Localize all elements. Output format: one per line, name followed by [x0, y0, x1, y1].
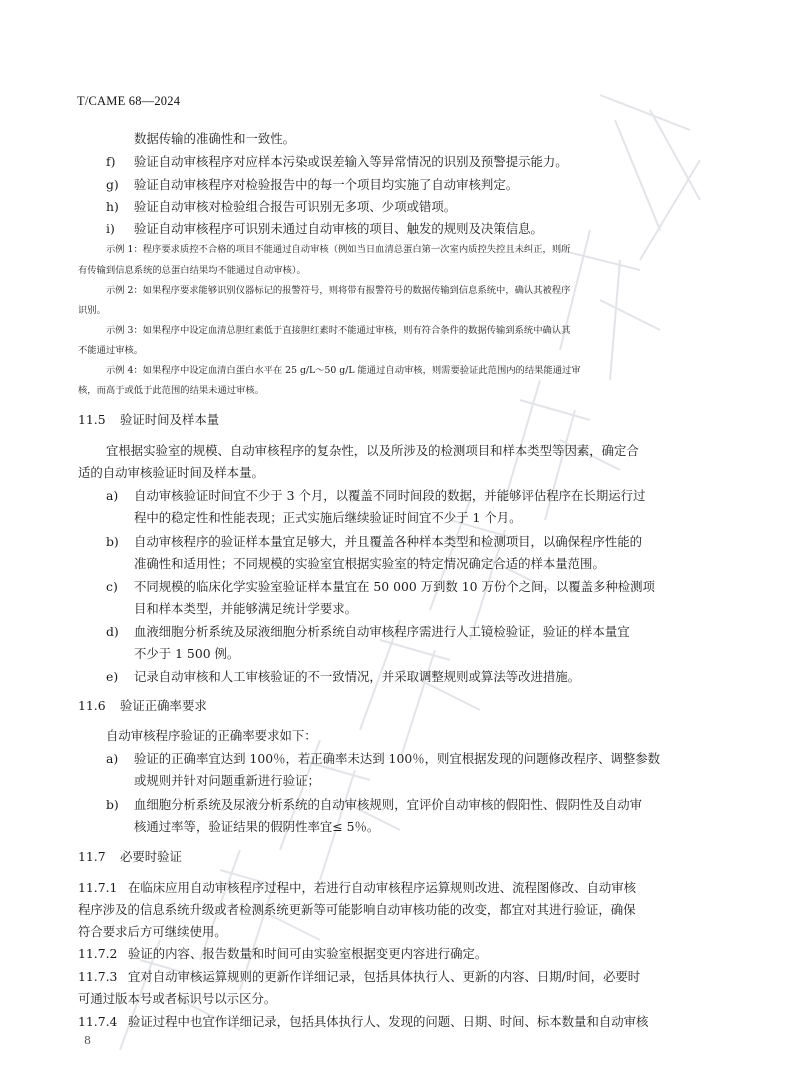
clause-continuation: 程序涉及的信息系统升级或者检测系统更新等可能影响自动审核功能的改变，都宜对其进行验证，确保 [78, 902, 636, 917]
section-number: 11.7 [78, 849, 106, 864]
example-3-line-1: 示例 3：如果程序中设定血清总胆红素低于直接胆红素时不能通过审核，则有符合条件的数据传输到系统中确认其 [106, 325, 571, 336]
document-header: T/CAME 68—2024 [77, 94, 181, 108]
example-4-line-1: 示例 4：如果程序中设定血清白蛋白水平在 25 g/L～50 g/L 能通过自动审核，则需要验证此范围内的结果能通过审 [106, 365, 581, 376]
clause-text: 宜对自动审核运算规则的更新作详细记录，包括具体执行人、更新的内容、日期/时间，必要时 [128, 969, 641, 984]
list-item: 血液细胞分析系统及尿液细胞分析系统自动审核程序需进行人工镜检验证，验证的样本量宜 [134, 624, 630, 639]
list-item-continuation: 不少于 1 500 例。 [134, 646, 240, 661]
clause-continuation: 可通过版本号或者标识号以示区分。 [78, 991, 277, 1006]
list-item: 自动审核验证时间宜不少于 3 个月，以覆盖不同时间段的数据，并能够评估程序在长期运行过 [134, 488, 646, 503]
paragraph: 自动审核程序验证的正确率要求如下： [106, 728, 317, 743]
clause-text: 验证过程中也宜作详细记录，包括具体执行人、发现的问题、日期、时间、标本数量和自动审核 [128, 1014, 649, 1029]
section-heading-11-5 [78, 411, 219, 428]
list-item: 自动审核程序的验证样本量宜足够大，并且覆盖各种样本类型和检测项目，以确保程序性能的 [134, 534, 643, 549]
clause-11-7-4 [78, 1013, 648, 1030]
example-4-line-2: 核，而高于或低于此范围的结果未通过审核。 [78, 385, 264, 396]
list-item-marker: a) [106, 751, 119, 766]
section-title: 验证时间及样本量 [120, 412, 220, 427]
example-2-line-2: 识别。 [78, 305, 106, 316]
list-item: 验证自动审核程序对应样本污染或误差输入等异常情况的识别及预警提示能力。 [134, 154, 568, 169]
list-item-marker: e) [106, 669, 119, 684]
list-item-continuation: 核通过率等，验证结果的假阴性率宜≤ 5％。 [134, 819, 380, 834]
page-number: 8 [84, 1034, 91, 1047]
list-item-marker: h) [106, 199, 119, 214]
list-item-continuation: 程中的稳定性和性能表现；正式实施后继续验证时间宜不少于 1 个月。 [134, 510, 522, 525]
list-item-continuation: 目和样本类型，并能够满足统计学要求。 [134, 601, 358, 616]
list-item: 验证自动审核程序可识别未通过自动审核的项目、触发的规则及决策信息。 [134, 221, 543, 236]
paragraph: 宜根据实验室的规模、自动审核程序的复杂性，以及所涉及的检测项目和样本类型等因素，确定合 [106, 443, 639, 458]
clause-11-7-1 [78, 879, 636, 896]
list-item: 不同规模的临床化学实验室验证样本量宜在 50 000 万到数 10 万份个之间，以覆盖多种检测项 [134, 579, 655, 594]
list-item: 验证的正确率宜达到 100％，若正确率未达到 100％，则宜根据发现的问题修改程序、调整参数 [134, 751, 661, 766]
clause-text: 验证的内容、报告数量和时间可由实验室根据变更内容进行确定。 [128, 946, 488, 961]
section-number: 11.6 [78, 698, 106, 713]
list-item-marker: b) [106, 534, 119, 549]
clause-number: 11.7.2 [78, 946, 118, 961]
clause-continuation: 符合要求后方可继续使用。 [78, 924, 227, 939]
list-item-marker: a) [106, 488, 119, 503]
paragraph: 适的自动审核验证时间及样本量。 [78, 465, 264, 480]
clause-number: 11.7.4 [78, 1014, 118, 1029]
list-item-continuation: 或规则并针对问题重新进行验证； [134, 773, 320, 788]
example-3-line-2: 不能通过审核。 [78, 345, 144, 356]
list-item: 血细胞分析系统及尿液分析系统的自动审核规则，宜评价自动审核的假阳性、假阴性及自动审 [134, 797, 643, 812]
section-number: 11.5 [78, 412, 106, 427]
section-heading-11-7 [78, 848, 182, 865]
example-1-line-2: 有传输到信息系统的总蛋白结果均不能通过自动审核）。 [78, 265, 306, 276]
list-item-marker: i) [106, 221, 115, 236]
list-item-marker: c) [106, 579, 118, 594]
clause-text: 在临床应用自动审核程序过程中，若进行自动审核程序运算规则改进、流程图修改、自动审核 [128, 880, 637, 895]
clause-number: 11.7.3 [78, 969, 118, 984]
clause-number: 11.7.1 [78, 880, 118, 895]
example-2-line-1: 示例 2：如果程序要求能够识别仪器标记的报警符号，则将带有报警符号的数据传输到信息系统中，确认其被程序 [106, 285, 571, 296]
list-item-continuation: 准确性和适用性；不同规模的实验室宜根据实验室的特定情况确定合适的样本量范围。 [134, 556, 605, 571]
clause-11-7-2 [78, 945, 487, 962]
clause-11-7-3 [78, 968, 640, 985]
section-title: 必要时验证 [120, 849, 182, 864]
example-1-line-1: 示例 1：程序要求质控不合格的项目不能通过自动审核（例如当日血清总蛋白第一次室内质控失控且未纠正，则所 [106, 244, 571, 255]
continuation-text: 数据传输的准确性和一致性。 [134, 131, 296, 146]
list-item: 记录自动审核和人工审核验证的不一致情况，并采取调整规则或算法等改进措施。 [134, 669, 581, 684]
list-item-marker: f) [106, 154, 116, 169]
list-item: 验证自动审核对检验组合报告可识别无多项、少项或错项。 [134, 199, 457, 214]
list-item: 验证自动审核程序对检验报告中的每一个项目均实施了自动审核判定。 [134, 177, 519, 192]
section-heading-11-6 [78, 697, 207, 714]
list-item-marker: g) [106, 177, 119, 192]
list-item-marker: b) [106, 797, 119, 812]
section-title: 验证正确率要求 [120, 698, 207, 713]
list-item-marker: d) [106, 624, 119, 639]
